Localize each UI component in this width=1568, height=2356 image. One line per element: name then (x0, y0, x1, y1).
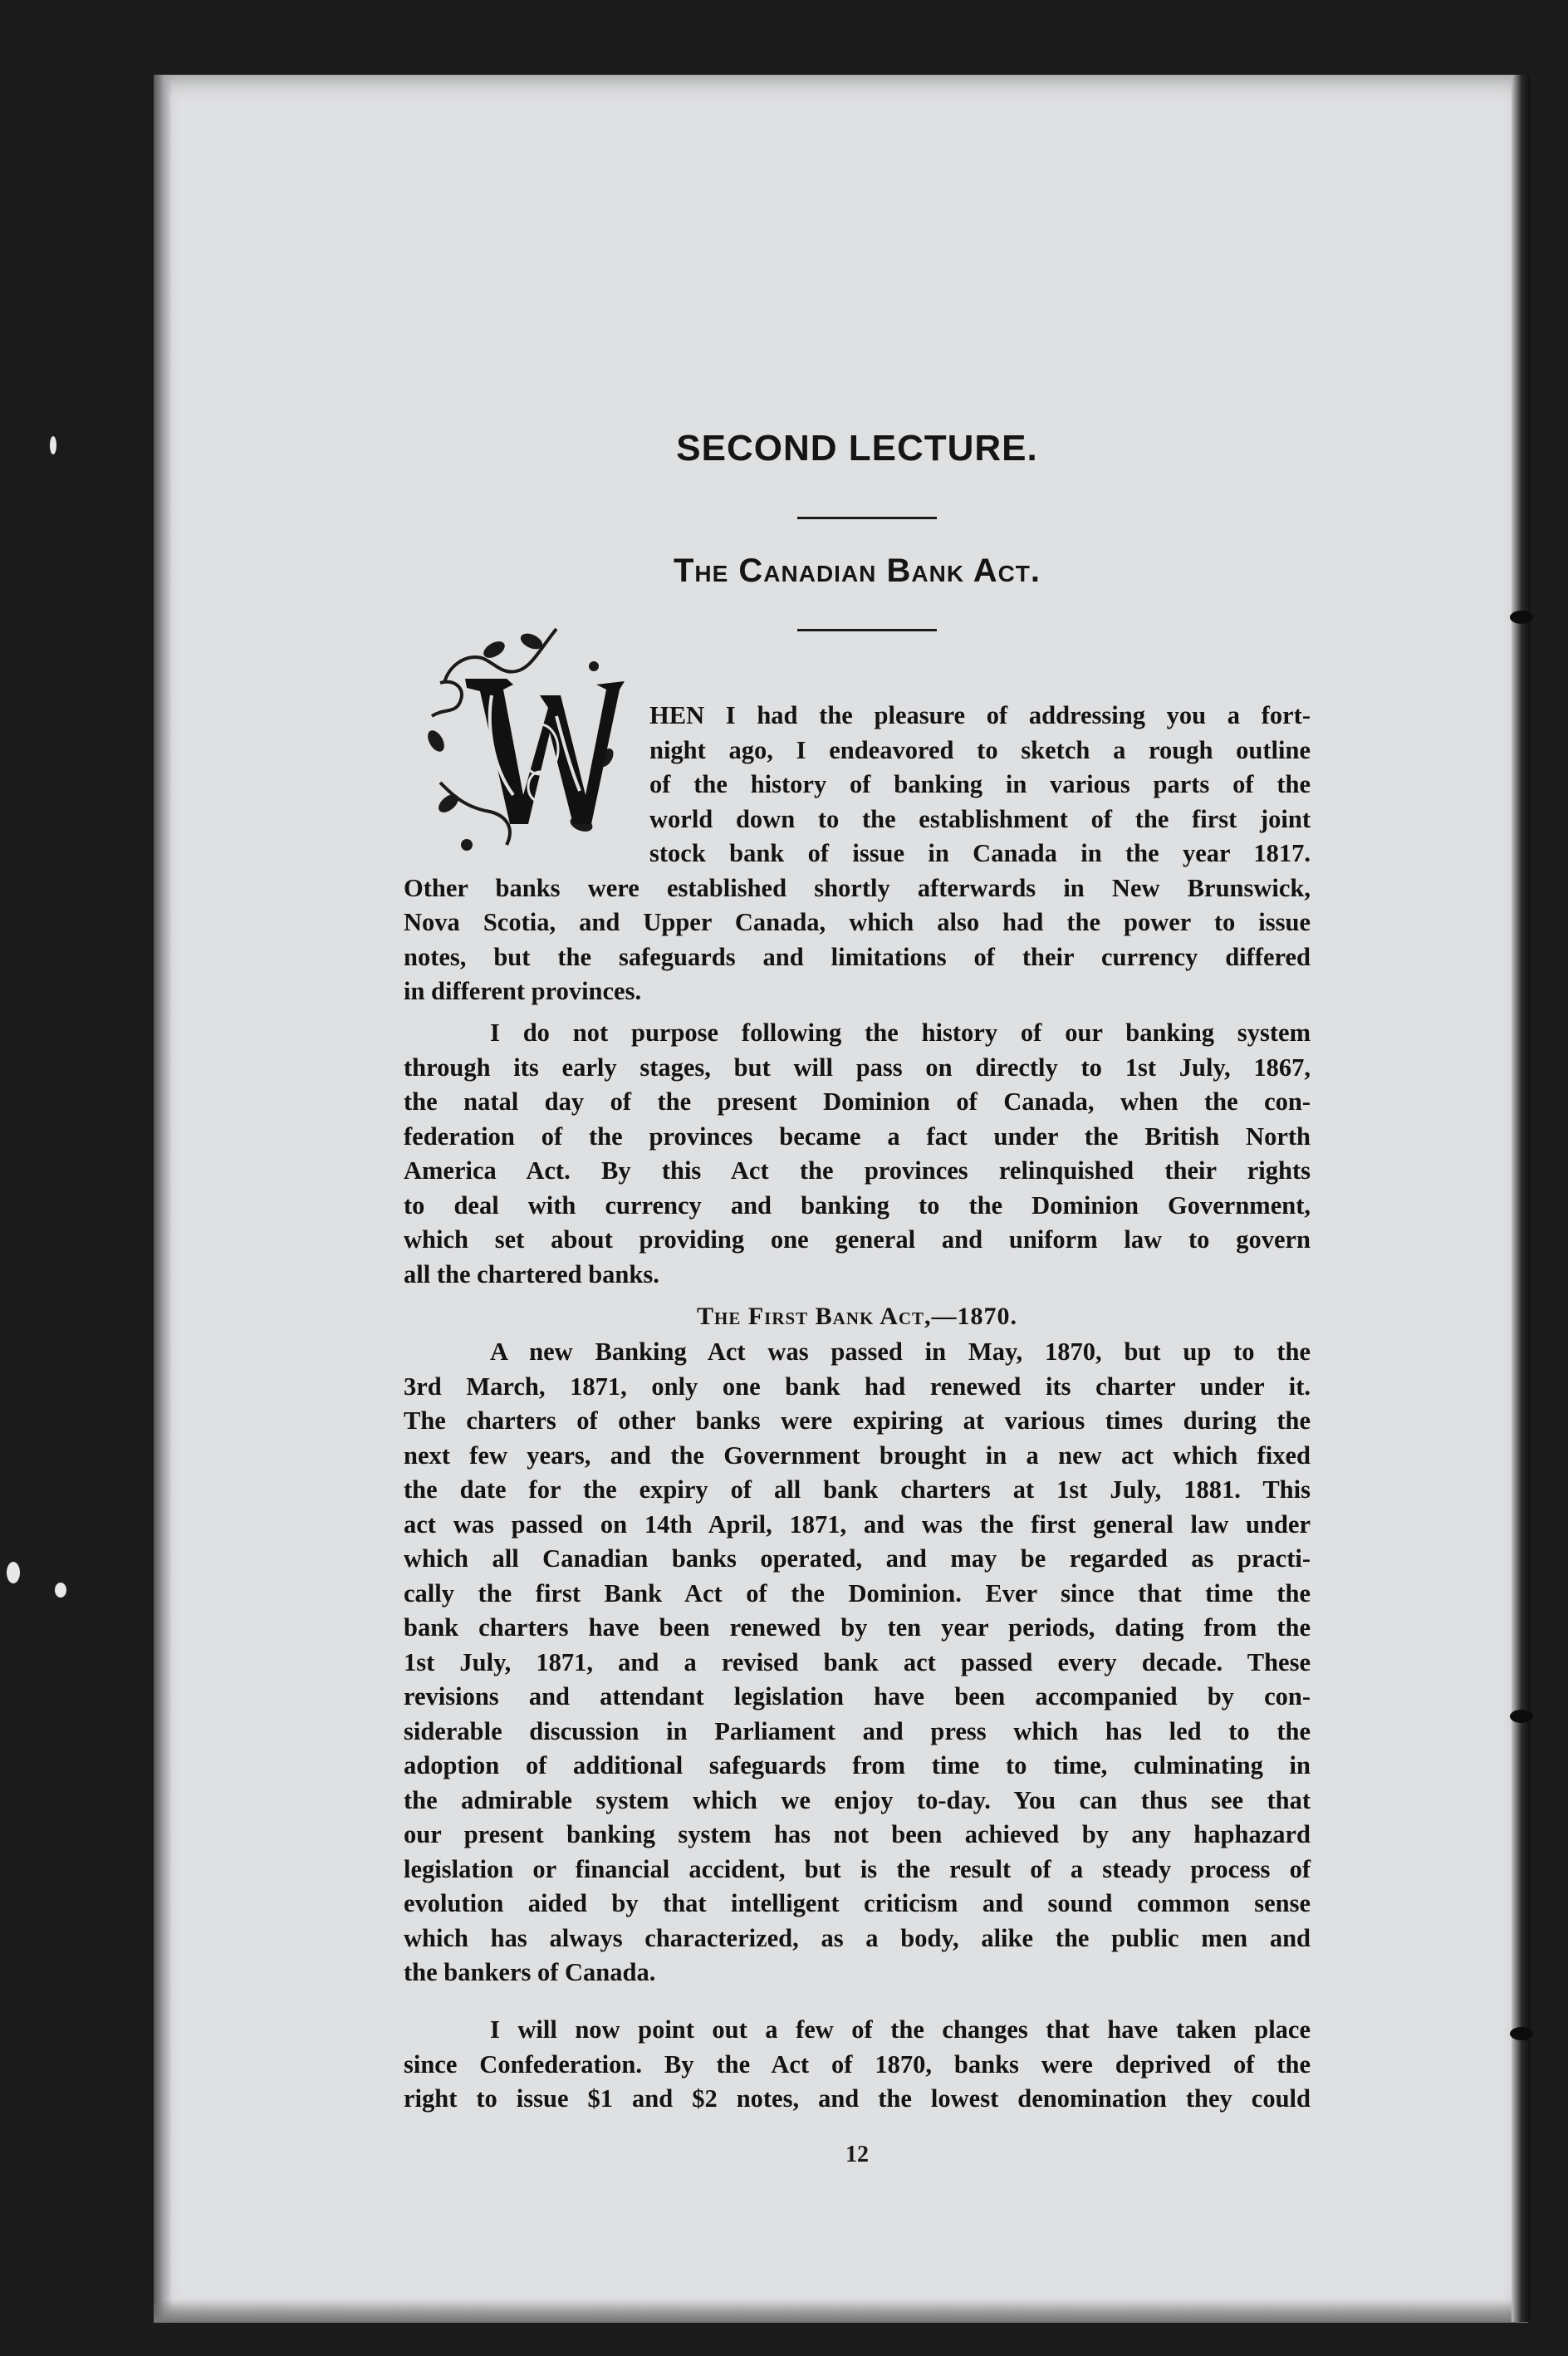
page-binding-edge (1512, 75, 1530, 2322)
text-line: since Confederation. By the Act of 1870, banks were deprived of the (404, 2049, 1311, 2079)
binding-mark (1510, 2027, 1533, 2040)
scan-speck (55, 1583, 66, 1598)
text-line: federation of the provinces became a fact under the British North (404, 1122, 1311, 1151)
text-line: to deal with currency and banking to the Dominion Government, (404, 1190, 1311, 1220)
scan-speck (50, 436, 56, 454)
text-line: Nova Scotia, and Upper Canada, which also had the power to issue (404, 908, 1311, 936)
text-line: notes, but the safeguards and limitations of their currency differed (404, 942, 1311, 971)
binding-mark (1510, 1710, 1533, 1723)
scan-speck (7, 1562, 20, 1583)
text-line: world down to the establishment of the first joint (649, 804, 1311, 833)
text-line: which all Canadian banks operated, and may be regarded as practi- (404, 1544, 1311, 1573)
ornamental-drop-cap (415, 616, 631, 857)
page-bottom-shadow (154, 2300, 1528, 2323)
text-line: our present banking system has not been achieved by any haphazard (404, 1820, 1311, 1848)
page-title: SECOND LECTURE. (676, 428, 1038, 469)
text-line: siderable discussion in Parliament and press which has led to the (404, 1716, 1311, 1745)
text-line: 3rd March, 1871, only one bank had renewed its charter under it. (404, 1372, 1311, 1401)
text-line: legislation or financial accident, but is the result of a steady process of (404, 1854, 1311, 1883)
text-line: A new Banking Act was passed in May, 1870, but up to the (490, 1338, 1311, 1366)
chapter-subtitle: The Canadian Bank Act. (673, 552, 1041, 589)
text-line: The charters of other banks were expiring at various times during the (404, 1406, 1311, 1435)
text-line: which has always characterized, as a body, alike the public men and (404, 1923, 1311, 1952)
text-line: I do not purpose following the history of our banking system (490, 1018, 1311, 1047)
text-line: Other banks were established shortly afterwards in New Brunswick, (404, 873, 1311, 902)
title-divider (797, 517, 937, 519)
text-line: adoption of additional safeguards from time to time, culminating in (404, 1751, 1311, 1779)
text-line: the date for the expiry of all bank charters at 1st July, 1881. This (404, 1475, 1311, 1504)
text-line: the admirable system which we enjoy to-day. You can thus see that (404, 1785, 1311, 1814)
binding-mark (1510, 611, 1533, 624)
text-line: America Act. By this Act the provinces relinquished their rights (404, 1156, 1311, 1185)
text-line: all the chartered banks. (404, 1259, 659, 1288)
subtitle-divider (797, 629, 937, 631)
text-line: in different provinces. (404, 977, 642, 1005)
text-line: the bankers of Canada. (404, 1958, 656, 1986)
page-left-shadow (154, 75, 172, 2322)
text-line: of the history of banking in various parts of the (649, 770, 1311, 798)
text-line: act was passed on 14th April, 1871, and was the first general law under (404, 1509, 1311, 1539)
section-heading: The First Bank Act,—1870. (696, 1303, 1018, 1330)
text-line: right to issue $1 and $2 notes, and the lowest denomination they could (404, 2084, 1311, 2113)
text-line: stock bank of issue in Canada in the year 1817. (649, 839, 1311, 867)
text-line: bank charters have been renewed by ten year periods, dating from the (404, 1613, 1311, 1642)
text-line: next few years, and the Government brought in a new act which fixed (404, 1441, 1311, 1470)
text-line: which set about providing one general and uniform law to govern (404, 1225, 1311, 1254)
text-line: the natal day of the present Dominion of Canada, when the con- (404, 1087, 1311, 1116)
text-line: through its early stages, but will pass on directly to 1st July, 1867, (404, 1053, 1311, 1082)
text-line: night ago, I endeavored to sketch a rough outline (649, 735, 1311, 764)
text-line: revisions and attendant legislation have been accompanied by con- (404, 1682, 1311, 1711)
text-line: I will now point out a few of the changes that have taken place (490, 2015, 1311, 2044)
text-line: HEN I had the pleasure of addressing you a fort- (649, 701, 1311, 729)
text-line: cally the first Bank Act of the Dominion. Ever since that time the (404, 1578, 1311, 1607)
page-number: 12 (845, 2142, 869, 2167)
text-line: 1st July, 1871, and a revised bank act passed every decade. These (404, 1647, 1311, 1676)
text-line: evolution aided by that intelligent criticism and sound common sense (404, 1889, 1311, 1917)
